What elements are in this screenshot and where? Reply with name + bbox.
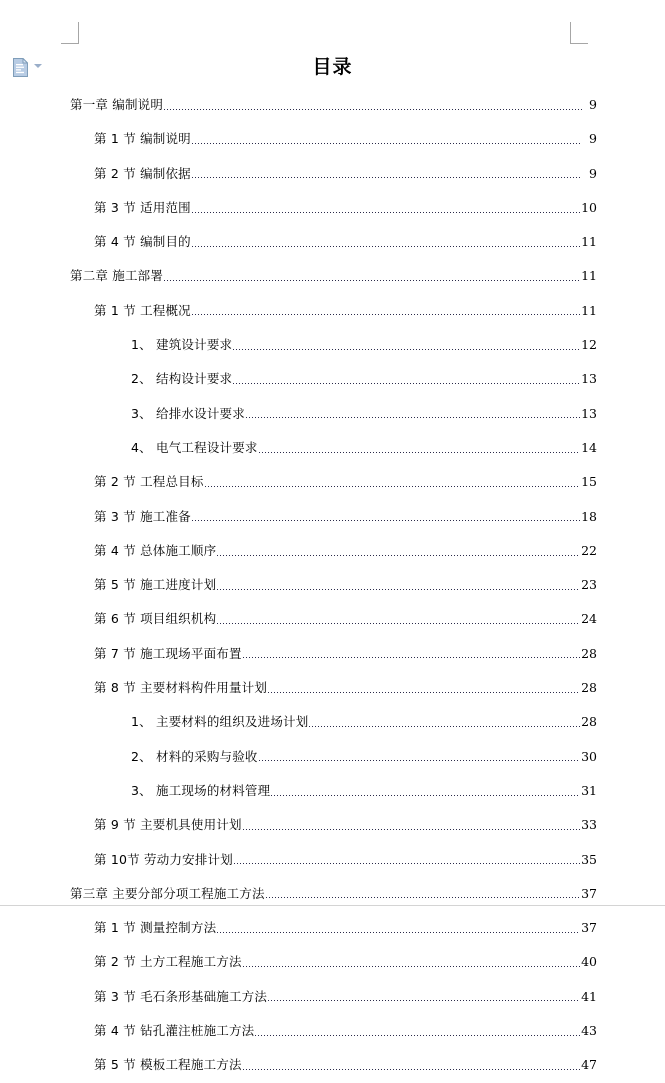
toc-entry[interactable] — [0, 534, 665, 568]
toc-entry[interactable] — [0, 157, 665, 191]
toc-dot-leader — [259, 452, 580, 453]
toc-entry-label: 第 7 节 施工现场平面布置 — [94, 645, 242, 661]
toc-entry[interactable] — [0, 980, 665, 1014]
toc-entry[interactable] — [0, 671, 665, 705]
toc-dot-leader — [243, 1069, 580, 1070]
toc-entry[interactable] — [0, 1014, 665, 1048]
toc-entry-page-number: 43 — [581, 1023, 597, 1039]
toc-entry-page-number: 47 — [581, 1057, 597, 1073]
toc-entry-page-number: 35 — [581, 851, 597, 867]
toc-entry-page-number: 13 — [581, 371, 597, 387]
toc-entry[interactable] — [0, 877, 665, 911]
toc-entry-page-number: 11 — [581, 302, 597, 318]
toc-entry-page-number: 28 — [581, 645, 597, 661]
toc-entry-page-number: 40 — [581, 954, 597, 970]
toc-entry-label: 第 10节 劳动力安排计划 — [94, 851, 233, 867]
toc-dot-leader — [268, 692, 580, 693]
crop-mark-vertical — [570, 22, 571, 44]
toc-entry-label: 3、 施工现场的材料管理 — [131, 782, 271, 798]
toc-entry-page-number: 15 — [581, 474, 597, 490]
toc-entry-page-number: 11 — [581, 268, 597, 284]
toc-dot-leader — [192, 314, 580, 315]
toc-dot-leader — [309, 726, 580, 727]
toc-entry-page-number: 37 — [581, 885, 597, 901]
toc-entry-label: 第 3 节 适用范围 — [94, 199, 191, 215]
toc-entry-label: 第 1 节 编制说明 — [94, 131, 191, 147]
toc-entry-label: 2、 结构设计要求 — [131, 371, 233, 387]
toc-entry-label: 3、 给排水设计要求 — [131, 405, 245, 421]
toc-entry[interactable] — [0, 945, 665, 979]
toc-entry-label: 第二章 施工部署 — [70, 268, 164, 284]
toc-entry-page-number: 28 — [581, 714, 597, 730]
toc-dot-leader — [192, 520, 580, 521]
toc-dot-leader — [217, 589, 580, 590]
toc-entry[interactable] — [0, 911, 665, 945]
toc-entry-label: 第 9 节 主要机具使用计划 — [94, 817, 242, 833]
toc-entry-page-number: 10 — [581, 199, 597, 215]
toc-entry[interactable] — [0, 362, 665, 396]
margin-crop-mark-left — [61, 22, 79, 44]
toc-entry[interactable] — [0, 122, 665, 156]
toc-dot-leader — [192, 212, 580, 213]
page-title: 目录 — [312, 56, 353, 78]
toc-entry[interactable] — [0, 191, 665, 225]
toc-entry-page-number: 30 — [581, 748, 597, 764]
toc-entry-page-number: 9 — [589, 165, 597, 181]
toc-entry-label: 1、 建筑设计要求 — [131, 337, 233, 353]
toc-entry[interactable] — [0, 774, 665, 808]
toc-entry-label: 第 4 节 编制目的 — [94, 234, 191, 250]
toc-dot-leader — [217, 623, 580, 624]
toc-entry-label: 4、 电气工程设计要求 — [131, 439, 258, 455]
toc-dot-leader — [217, 932, 580, 933]
toc-dot-leader — [192, 246, 580, 247]
toc-dot-leader — [246, 417, 580, 418]
toc-entry-label: 第 8 节 主要材料构件用量计划 — [94, 680, 268, 696]
toc-entry-label: 第三章 主要分部分项工程施工方法 — [70, 885, 265, 901]
toc-entry-label: 第一章 编制说明 — [70, 97, 164, 112]
toc-entry-label: 第 2 节 工程总目标 — [94, 474, 204, 490]
toc-dot-leader — [164, 280, 580, 281]
toc-dot-leader — [205, 486, 581, 487]
toc-dot-leader — [192, 177, 582, 178]
toc-entry[interactable] — [0, 328, 665, 362]
toc-dot-leader — [255, 1035, 580, 1036]
toc-entry-page-number: 37 — [581, 920, 597, 936]
toc-dot-leader — [164, 109, 582, 110]
toc-entry-page-number: 9 — [589, 131, 597, 147]
toc-entry[interactable] — [0, 602, 665, 636]
toc-entry[interactable] — [0, 808, 665, 842]
toc-entry-page-number: 9 — [589, 97, 597, 112]
toc-entry[interactable] — [0, 259, 665, 293]
toc-entry[interactable] — [0, 225, 665, 259]
toc-entry-label: 第 5 节 模板工程施工方法 — [94, 1057, 242, 1073]
crop-mark-horizontal — [570, 43, 588, 44]
toc-entry[interactable] — [0, 294, 665, 328]
toc-dot-leader — [243, 657, 580, 658]
toc-entry[interactable] — [0, 1048, 665, 1082]
toc-entry[interactable] — [0, 568, 665, 602]
toc-entry-page-number: 41 — [581, 988, 597, 1004]
toc-entry-page-number: 11 — [581, 234, 597, 250]
toc-dot-leader — [233, 349, 580, 350]
margin-crop-mark-right — [570, 22, 588, 44]
toc-dot-leader — [243, 966, 580, 967]
toc-entry-page-number: 28 — [581, 680, 597, 696]
toc-entry[interactable] — [0, 465, 665, 499]
toc-dot-leader — [192, 143, 582, 144]
toc-entry[interactable] — [0, 843, 665, 877]
toc-dot-leader — [234, 863, 580, 864]
toc-entry-page-number: 18 — [581, 508, 597, 524]
toc-entry-label: 第 3 节 毛石条形基础施工方法 — [94, 988, 268, 1004]
toc-entry-page-number: 22 — [581, 542, 597, 558]
toc-entry-label: 2、 材料的采购与验收 — [131, 748, 258, 764]
toc-entry-label: 第 2 节 编制依据 — [94, 165, 191, 181]
crop-mark-vertical — [78, 22, 79, 44]
toc-entry-label: 第 1 节 测量控制方法 — [94, 920, 217, 936]
toc-dot-leader — [268, 1000, 580, 1001]
toc-entry-label: 1、 主要材料的组织及进场计划 — [131, 714, 309, 730]
toc-dot-leader — [217, 555, 580, 556]
crop-mark-horizontal — [61, 43, 79, 44]
toc-entry-label: 第 1 节 工程概况 — [94, 302, 191, 318]
toc-entry[interactable] — [0, 740, 665, 774]
toc-entry[interactable] — [0, 88, 665, 122]
toc-entry-label: 第 3 节 施工准备 — [94, 508, 191, 524]
toc-entry-page-number: 33 — [581, 817, 597, 833]
toc-entry[interactable] — [0, 431, 665, 465]
toc-entry-label: 第 6 节 项目组织机构 — [94, 611, 217, 627]
toc-entry[interactable] — [0, 705, 665, 739]
toc-entry-page-number: 31 — [581, 782, 597, 798]
toc-dot-leader — [271, 795, 580, 796]
toc-entry-label: 第 4 节 总体施工顺序 — [94, 542, 217, 558]
toc-entry-label: 第 4 节 钻孔灌注桩施工方法 — [94, 1023, 255, 1039]
toc-entry-label: 第 2 节 土方工程施工方法 — [94, 954, 242, 970]
toc-entry-page-number: 12 — [581, 337, 597, 353]
toc-entry[interactable] — [0, 637, 665, 671]
toc-dot-leader — [266, 897, 580, 898]
toc-entry-page-number: 24 — [581, 611, 597, 627]
toc-entry[interactable] — [0, 500, 665, 534]
toc-entry-page-number: 13 — [581, 405, 597, 421]
table-of-contents — [0, 88, 665, 1083]
toc-entry-page-number: 14 — [581, 439, 597, 455]
toc-dot-leader — [259, 760, 580, 761]
toc-entry-page-number: 23 — [581, 577, 597, 593]
toc-entry-label: 第 5 节 施工进度计划 — [94, 577, 217, 593]
toc-dot-leader — [233, 383, 580, 384]
toc-entry[interactable] — [0, 397, 665, 431]
toc-dot-leader — [243, 829, 580, 830]
